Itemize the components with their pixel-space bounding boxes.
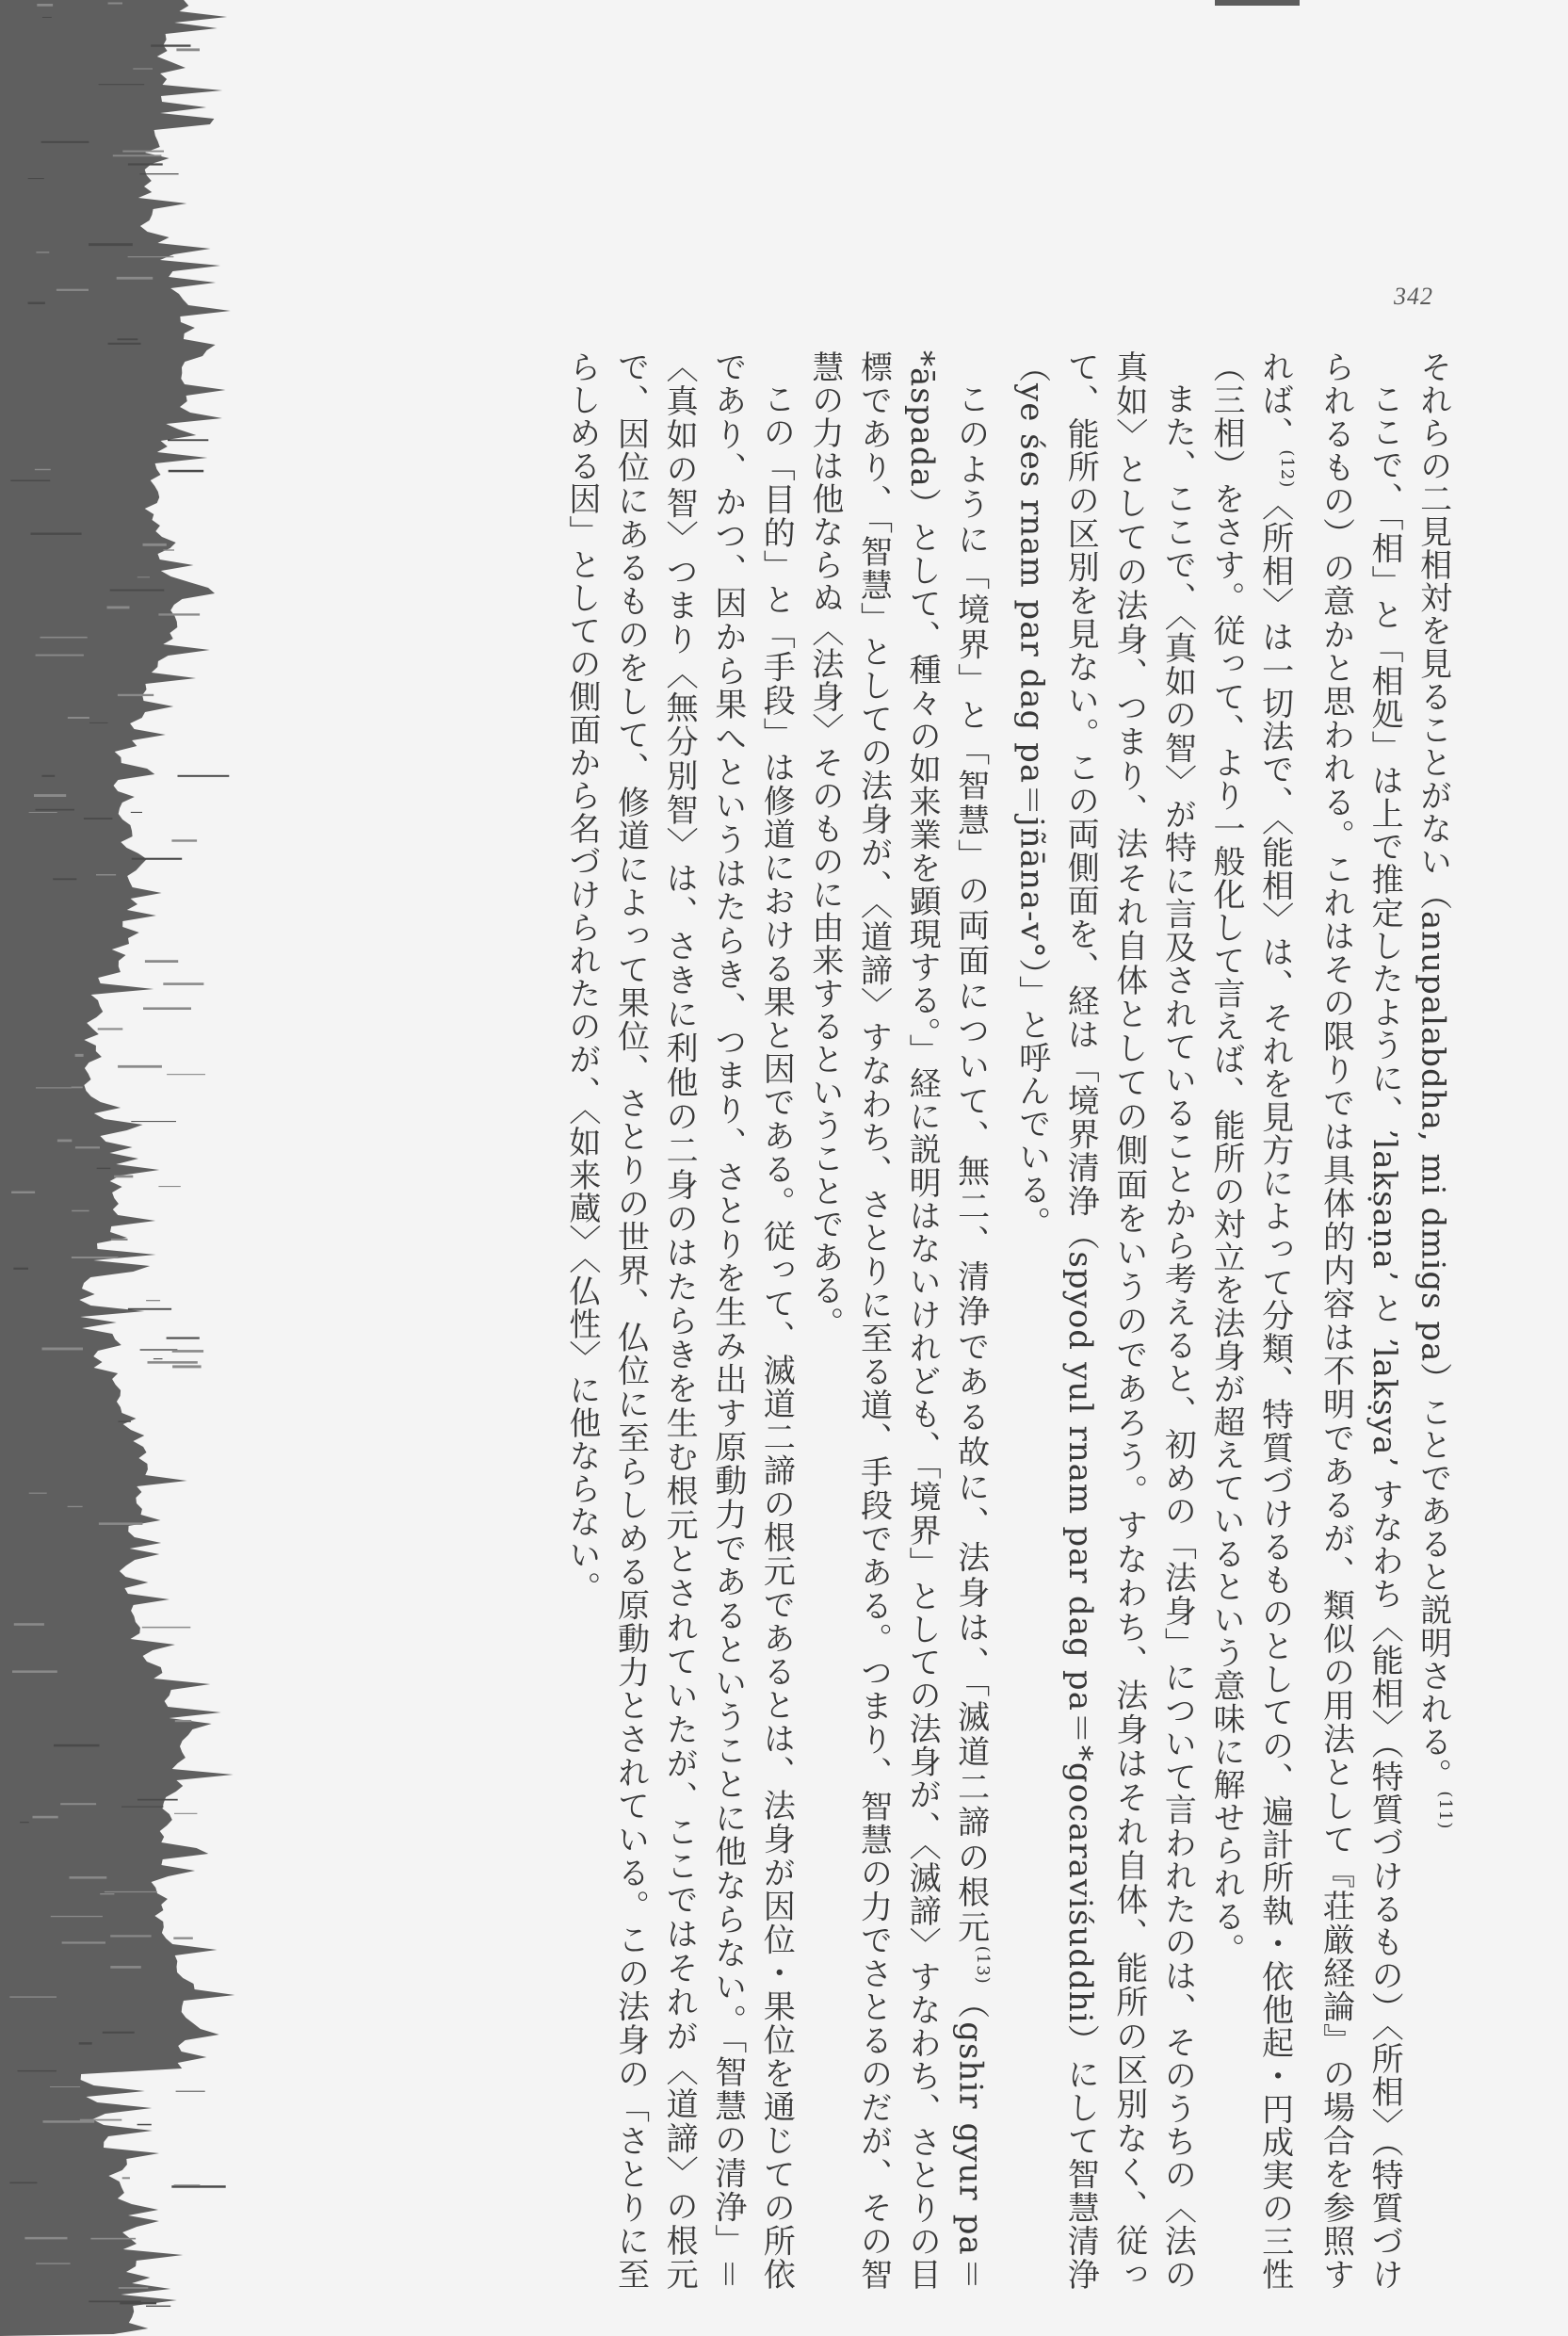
scan-streak [36,1087,72,1088]
scan-streak [29,812,57,813]
scan-streak [131,1121,176,1122]
scan-streak [132,858,182,860]
page-text [254,350,1469,2291]
scan-streak [9,1996,57,1997]
scan-streak [120,2302,156,2305]
scan-streak [68,1506,83,1507]
scan-streak [163,982,203,985]
paragraph-2-text: ここで、「相」と「相処」は上で推定したように、ʼlakṣaṇaʼ と ʼlakṣyaʼ すなわち〈能相〉（特質づけるもの）〈所相〉（特質づけられるもの）の意かと思われる。これはその限りでは具体的内容は不明であるが、類似の用法として『荘厳経論』の場合を参照すれば、 [1255,350,1404,2291]
scan-streak [110,1966,141,1969]
scan-streak [9,2182,37,2184]
scan-streak [33,1816,58,1819]
scan-streak [119,2287,149,2289]
footnote-marker-12: (12) [1276,449,1297,489]
scan-streak [79,2042,92,2045]
scan-streak [72,1257,119,1258]
scan-top-mark [1215,0,1300,6]
paragraph-3-text: また、ここで、〈真如の智〉が特に言及されていることから考えると、初めの「法身」について言われたのは、そのうちの〈法の真如〉としての法身、つまり、法それ自体としての側面をいうのであろう。すなわち、法身はそれ自体、能所の区別なく、従って、能所の区別を見ない。この両側面を、経は「境界清浄（spyod yul rnam par dag pa＝*gocaraviśuddhi）にして智慧清浄（ye śes rnam par dag pa＝jñāna-v°）」と呼んでいる。 [1012,350,1197,2291]
paragraph-1 [1408,350,1469,2291]
scan-streak [167,1338,200,1339]
scan-streak [89,243,133,246]
scan-streak [174,2184,201,2185]
scan-streak [40,637,88,639]
scan-streak [118,1065,162,1068]
scan-streak [70,1876,107,1879]
scan-streak [75,1146,100,1148]
scan-streak [128,163,163,165]
scan-streak [99,1522,142,1525]
scan-streak [146,1300,160,1301]
scan-streak [175,1720,192,1722]
scan-streak [133,68,153,69]
scan-streak [37,4,53,7]
paragraph-3 [1007,350,1201,2291]
scan-streak [18,2070,57,2071]
scan-streak [100,1893,114,1894]
scan-streak [145,960,178,963]
scan-streak [122,2177,130,2179]
scan-streak [42,17,52,18]
scan-streak [169,470,204,473]
scan-streak [24,2237,67,2240]
scan-streak [111,1239,128,1241]
scan-streak [31,533,82,535]
scan-streak [98,1028,123,1030]
scan-streak [173,1938,193,1939]
scan-streak [34,794,66,797]
scan-streak [107,607,130,609]
scan-streak [151,44,190,46]
scan-streak [118,338,138,340]
paragraph-5-text: この「目的」と「手段」は修道における果と因である。従って、滅道二諦の根元であるとは、法身が因位・果位を通じての所依であり、かつ、因から果へというはたらき、つまり、さとりを生み出す原動力であるということに他ならない。「智慧の清浄」＝〈真如の智〉つまり〈無分別智〉は、さきに利他の二身のはたらきを生む根元とされていたが、ここではそれが〈道諦〉の根元で、因位にあるものをして、修道によって果位、さとりの世界、仏位に至らしめる原動力とされている。この法身の「さとりに至らしめる因」としての側面から名づけられたのが、〈如来蔵〉〈仏性〉に他ならない。 [562,350,796,2292]
paragraph-5 [557,350,800,2291]
scan-streak [80,2119,121,2121]
scan-streak [72,1087,83,1089]
scan-streak [51,1916,103,1917]
scan-streak [131,812,142,813]
scan-streak [89,722,108,723]
footnote-marker-13: (13) [973,1945,993,1985]
scan-streak [54,1744,100,1747]
scan-streak [53,878,76,880]
paragraph-4 [800,350,1007,2291]
scan-streak [110,590,165,592]
scan-streak [119,1421,131,1422]
scan-streak [96,874,116,876]
scan-streak [178,775,230,777]
scan-streak [172,1350,203,1353]
scan-streak [137,2124,152,2126]
scan-streak [97,1168,111,1169]
scan-streak [110,1935,151,1937]
scan-streak [137,1799,178,1801]
paragraph-4-text-cont: （gshir gyur pa＝*āspada）として、種々の如来業を顕現する。」経に説明はないけれども、「境界」としての法身が、〈滅諦〉すなわち、さとりの目標であり、「智慧」としての法身が、〈道諦〉すなわち、さとりに至る道、手段である。つまり、智慧の力でさとるのだが、その智慧の力は他ならぬ〈法身〉そのものに由来するということである。 [805,350,990,2292]
scan-streak [118,694,154,696]
scan-streak [139,173,178,174]
scan-streak [108,3,122,5]
scan-streak [137,576,150,577]
scan-streak [148,1361,198,1364]
scan-streak [35,469,51,470]
paragraph-1-text: それらの二見相対を見ることがない（anupalabdha, mi dmigs pa）ことであると説明される。 [1414,350,1452,1792]
scan-streak [75,1054,84,1057]
paragraph-2-text-cont: 〈所相〉は一切法で、〈能相〉は、それを見方によって分類、特質づけるものとしての、遍計所執・依他起・円成実の三性（三相）をさす。従って、より一般化して言えば、能所の対立を法身が超えているという意味に解せられる。 [1206,350,1294,2292]
scan-streak [36,655,84,657]
scan-streak [143,1007,191,1010]
scan-streak [122,151,164,153]
scan-streak [105,1891,157,1892]
scan-streak [62,1941,105,1943]
scan-streak [57,289,89,291]
scan-streak [57,1140,72,1143]
page-number: 342 [1394,283,1433,310]
scan-streak [172,1365,202,1368]
scan-streak [13,1268,28,1270]
scan-streak [20,1822,29,1823]
scan-streak [72,1210,89,1212]
scan-streak [103,2032,135,2034]
scan-streak [128,1308,171,1310]
scan-streak [163,549,174,550]
scan-streak [146,2306,170,2307]
scan-streak [11,1192,35,1193]
scan-streak [84,818,113,819]
scan-streak [41,141,89,143]
scan-streak [29,1493,47,1494]
scan-streak [140,1349,178,1350]
scan-streak [90,2238,136,2240]
scan-streak [50,2086,80,2087]
scan-streak [113,154,162,156]
scan-streak [171,839,197,841]
scan-streak [60,1803,96,1805]
scan-shadow-edge [0,0,245,2336]
scan-streak [28,302,45,305]
scan-streak [108,343,141,345]
scan-streak [42,1348,84,1351]
scan-streak [117,277,154,280]
scan-streak [176,2091,205,2092]
paragraph-2 [1201,350,1408,2291]
scan-streak [158,613,200,615]
scan-streak [121,1807,164,1808]
scan-streak [12,1670,57,1673]
scan-shadow-shape [0,0,234,2336]
scan-streak [176,48,200,51]
footnote-marker-11: (11) [1435,1791,1455,1830]
scan-streak [154,1358,163,1359]
scan-streak [36,809,75,811]
scan-streak [14,1623,44,1626]
scan-streak [143,543,167,546]
scan-streak [167,1074,205,1075]
scan-streak [68,717,89,719]
scan-streak [99,84,145,85]
scan-streak [41,775,55,777]
scan-streak [36,251,49,252]
scan-streak [28,178,44,179]
scan-streak [128,256,174,257]
scan-streak [142,1627,191,1629]
paragraph-4-text: このように「境界」と「智慧」の両面について、無二、清浄である故に、法身は、「滅道二諦の根元 [951,382,990,1946]
scan-streak [43,2120,95,2123]
scan-streak [10,480,50,482]
scan-streak [174,1813,197,1814]
scan-streak [158,1186,180,1187]
scan-streak [168,439,208,441]
scan-streak [114,1176,133,1178]
